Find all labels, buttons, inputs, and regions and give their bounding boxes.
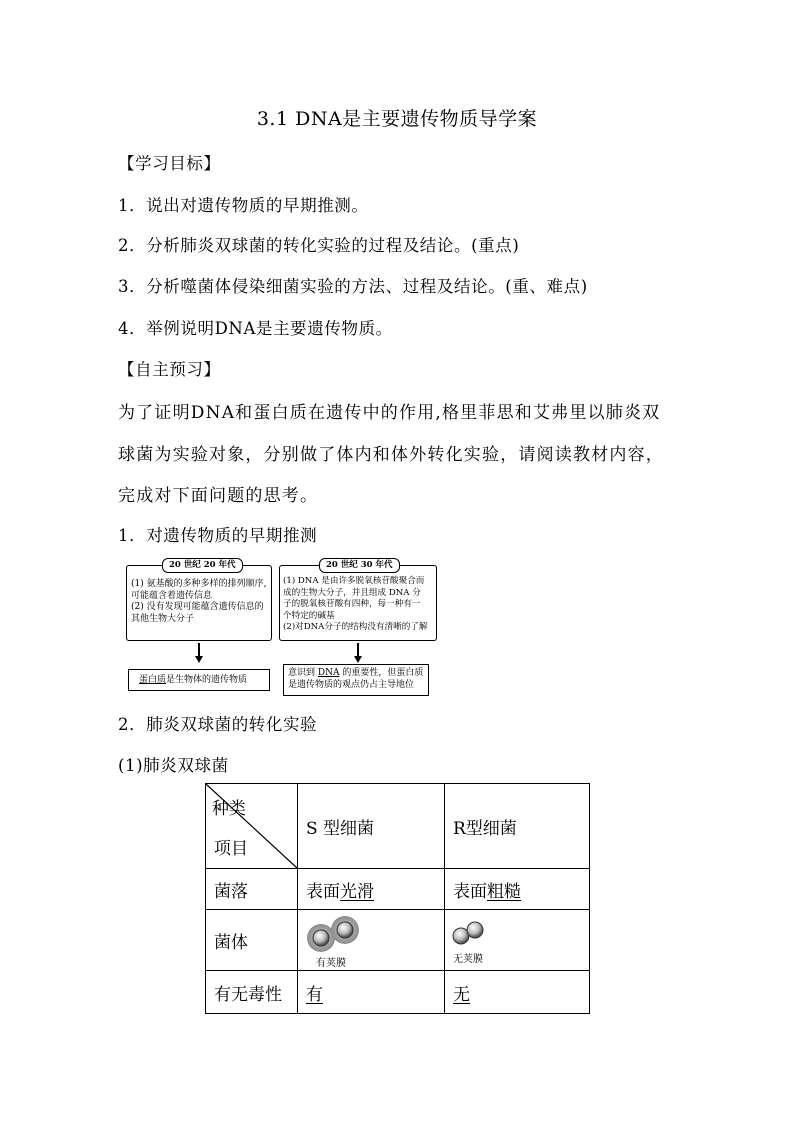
- corner-kind-label: 种类: [212, 799, 246, 819]
- left-arrow-line: [198, 643, 200, 657]
- right-result-text: 意识到 DNA 的重要性，但蛋白质 是遗传物质的观点仍占主导地位: [288, 668, 424, 690]
- section-transformation: 2．肺炎双球菌的转化实验: [118, 715, 318, 734]
- body-s: [298, 910, 445, 971]
- row-body-label: 菌体: [206, 910, 298, 971]
- body-r: [445, 910, 590, 971]
- left-era-label: 20 世纪 20 年代: [162, 558, 243, 573]
- sub-pneumococcus: (1)肺炎双球菌: [118, 756, 229, 775]
- goals-heading: 【学习目标】: [118, 154, 221, 173]
- left-box: [126, 565, 272, 641]
- preview-paragraph-line-3: 完成对下面问题的思考。: [118, 486, 319, 506]
- s-capsule-caption: 有荚膜: [316, 958, 346, 969]
- page-title: 3.1 DNA是主要遗传物质导学案: [256, 108, 538, 130]
- goal-item-2: 2．分析肺炎双球菌的转化实验的过程及结论。(重点): [118, 236, 520, 255]
- r-bacteria-icon: [451, 918, 491, 948]
- table-corner-cell: [206, 784, 298, 869]
- pneumococcus-table: [205, 783, 590, 1014]
- s-bacteria-capsule-icon: [306, 914, 366, 954]
- right-box-text: (1) DNA 是由许多脱氧核苷酸聚合而 成的生物大分子，并且组成 DNA 分 子的脱氧核苷酸有四种，每一种有一 个特定的碱基 (2)对DNA分子的结构没有清晰的了解: [283, 576, 428, 632]
- right-era-label: 20 世纪 30 年代: [319, 558, 400, 573]
- left-result-text: 蛋白质是生物体的遗传物质: [139, 675, 248, 685]
- colony-s: 表面光滑: [298, 869, 445, 910]
- right-box: [279, 565, 437, 641]
- row-toxicity-label: 有无毒性: [206, 971, 298, 1014]
- toxicity-s: 有: [298, 971, 445, 1014]
- right-result-box: [283, 664, 429, 696]
- right-arrow-line: [357, 643, 359, 657]
- goal-item-1: 1．说出对遗传物质的早期推测。: [118, 196, 369, 215]
- goal-item-4: 4．举例说明DNA是主要遗传物质。: [118, 319, 393, 338]
- preview-heading: 【自主预习】: [118, 360, 221, 379]
- goal-item-3: 3．分析噬菌体侵染细菌实验的方法、过程及结论。(重、难点): [118, 277, 588, 296]
- row-colony-label: 菌落: [206, 869, 298, 910]
- preview-paragraph-line-1: 为了证明DNA和蛋白质在遗传中的作用,格里菲思和艾弗里以肺炎双: [118, 403, 661, 423]
- colony-r: 表面粗糙: [445, 869, 590, 910]
- left-box-text: (1) 氨基酸的多种多样的排列顺序, 可能蕴含着遗传信息 (2) 没有发现可能蕴含遗传信息的 其他生物大分子: [131, 579, 267, 624]
- header-s-type: S 型细菌: [298, 784, 445, 869]
- early-speculation-figure: [126, 558, 438, 698]
- r-no-capsule-caption: 无荚膜: [453, 954, 483, 965]
- corner-item-label: 项目: [214, 839, 248, 859]
- toxicity-r: 无: [445, 971, 590, 1014]
- preview-paragraph-line-2: 球菌为实验对象，分别做了体内和体外转化实验，请阅读教材内容，: [118, 445, 664, 465]
- section-early-speculation: 1．对遗传物质的早期推测: [118, 526, 318, 545]
- left-arrow-head: [195, 656, 203, 663]
- right-arrow-head: [354, 656, 362, 663]
- header-r-type: R型细菌: [445, 784, 590, 869]
- left-result-box: [128, 669, 270, 691]
